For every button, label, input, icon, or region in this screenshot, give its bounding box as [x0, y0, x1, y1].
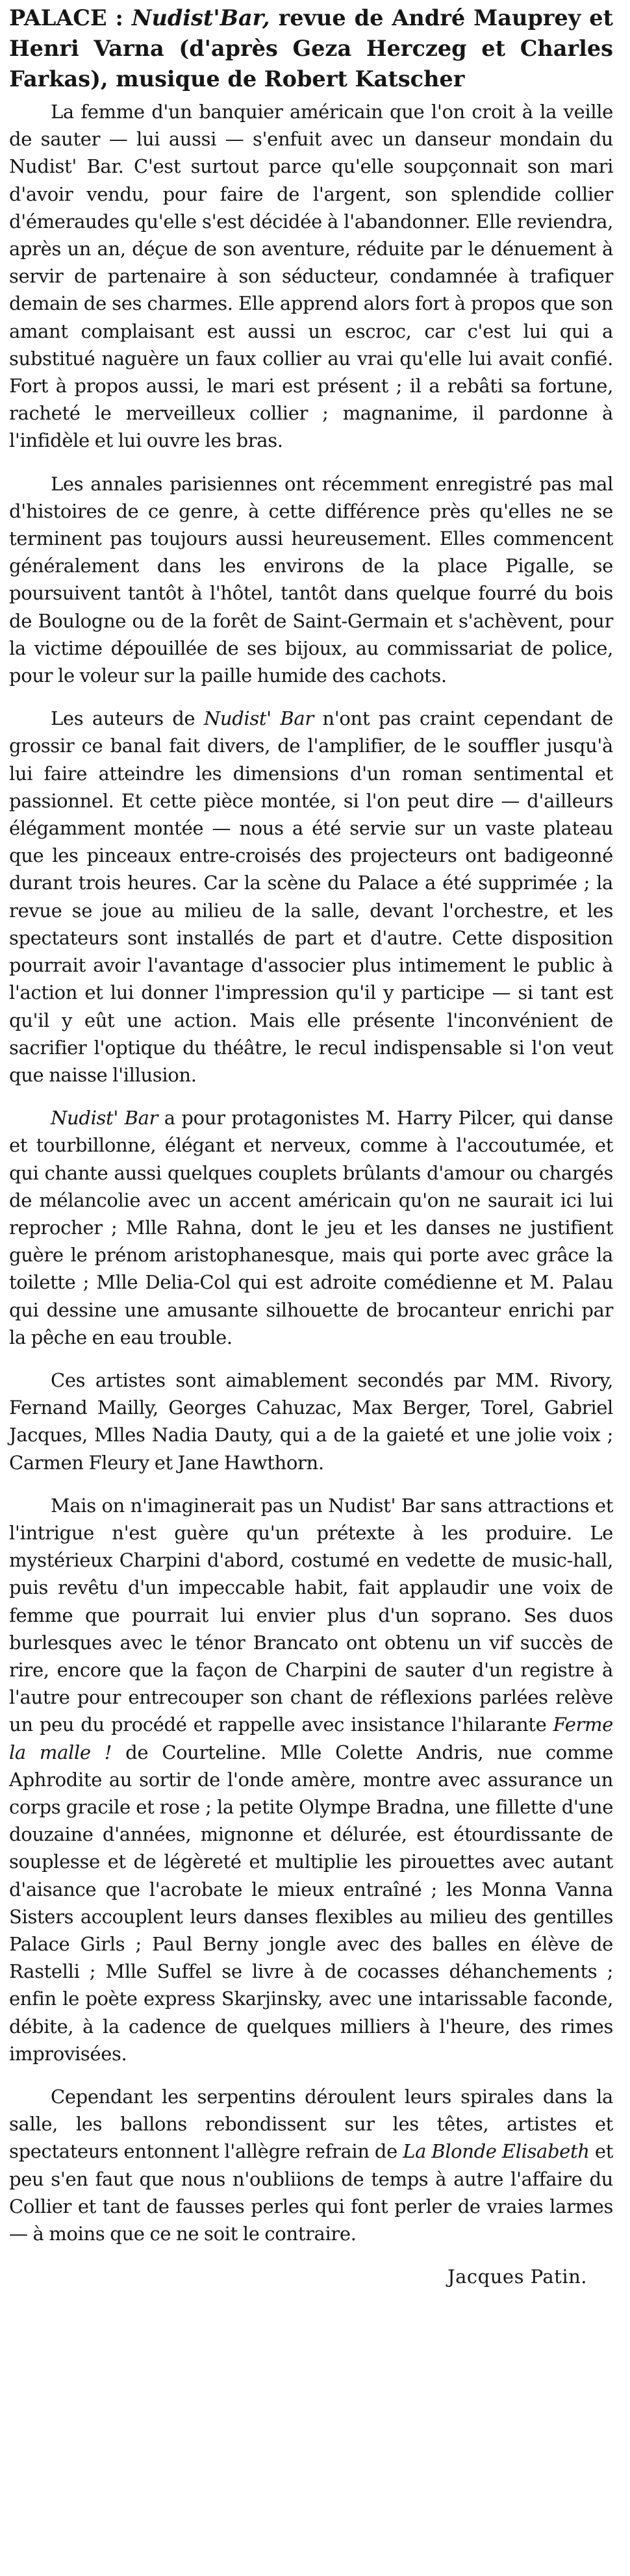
text-run: Cependant les serpentins déroulent leurs spirales dans la salle, les ballons rebondissent sur les têtes, artistes et spectateurs entonnent l'allègre refrain de [9, 2086, 613, 2163]
author-signature: Jacques Patin. [447, 2266, 587, 2288]
text-run: n'ont pas craint cependant de grossir ce banal fait divers, de l'amplifier, de le souffler jusqu'à lui faire atteindre les dimensions d'un roman sentimental et passionnel. Et cette pièce montée, si l'on peut dire — d'ailleurs élégamment montée — nous a été servie sur un vaste plateau que les pinceaux entre-croisés des projecteurs ont badigeonné durant trois heures. Car la scène du Palace a été supprimée ; la revue se joue au milieu de la salle, devant l'orchestre, et les spectateurs sont installés de part et d'autre. Cette disposition pourrait avoir l'avantage d'associer plus intimement le public à l'action et lui donner l'impression qu'il y participe — si tant est qu'il y eût une action. Mais elle présente l'inconvénient de sacrifier l'optique du théâtre, le recul indispensable si l'on veut que naisse l'illusion. [9, 707, 613, 1086]
text-run: Ces artistes sont aimablement secondés par MM. Rivory, Fernand Mailly, Georges Cahuzac, Max Berger, Torel, Gabriel Jacques, Mlles Nadia Dauty, qui a de la gaieté et une jolie voix ; Carmen Fleury et Jane Hawthorn. [9, 1369, 613, 1474]
text-run: a pour protagonistes M. Harry Pilcer, qui danse et tourbillonne, élégant et nerveux, comme à l'accoutumée, et qui chante aussi quelques couplets brûlants d'amour ou chargés de mélancolie avec un accent américain qu'on ne saurait ici lui reprocher ; Mlle Rahna, dont le jeu et les danses ne justifient guère le prénom aristophanesque, mais qui porte avec grâce la toilette ; Mlle Delia-Col qui est adroite comédienne et M. Palau qui dessine une amusante silhouette de brocanteur enrichi par la pêche en eau trouble. [9, 1107, 613, 1348]
text-run: La femme d'un banquier américain que l'on croit à la veille de sauter — lui aussi — s'enfuit avec un danseur mondain du Nudist' Bar. C'est surtout parce qu'elle soupçonnait son mari d'avoir vendu, pour faire de l'argent, son splendide collier d'émeraudes qu'elle s'est décidée à l'abandonner. Elle reviendra, après un an, déçue de son aventure, réduite par le dénuement à servir de partenaire à son séducteur, condamnée à trafiquer demain de ses charmes. Elle apprend alors fort à propos que son amant complaisant est aussi un escroc, car c'est lui qui a substitué naguère un faux collier au vrai qu'elle lui avait confié. Fort à propos aussi, le mari est présent ; il a rebâti sa fortune, racheté le merveilleux collier ; magnanime, il pardonne à l'infidèle et lui ouvre les bras. [9, 101, 613, 452]
show-credits: revue de André Mauprey et Henri Varna (d'après Geza Herczeg et Charles Farkas), musique de Robert Katscher [9, 5, 613, 92]
song-title-mention: La Blonde Elisabeth [403, 2140, 590, 2163]
text-run: de Courteline. Mlle Colette Andris, nue comme Aphrodite au sortir de l'onde amère, montre avec assurance un corps gracile et rose ; la petite Olympe Bradna, une fillette d'une douzaine d'années, mignonne et délurée, est étourdissante de souplesse et de légèreté et multiplie les pirouettes avec autant d'aisance que l'acrobate le mieux entraîné ; les Monna Vanna Sisters accouplent leurs danses flexibles au milieu des gentilles Palace Girls ; Paul Berny jongle avec des balles en élève de Rastelli ; Mlle Suffel se livre à de cocasses déhanchements ; enfin le poète express Skarjinsky, avec une intarissable faconde, débite, à la cadence de quelques milliers à l'heure, des rimes improvisées. [9, 1741, 613, 2065]
paragraph [9, 470, 613, 690]
text-run: et peu s'en faut que nous n'oubliions de temps à autre l'affaire du Collier et tant de fausses perles qui font perler de vraies larmes — à moins que ce ne soit le contraire. [9, 2140, 613, 2245]
paragraph [9, 705, 613, 1089]
paragraph [9, 98, 613, 455]
play-title-mention: Ferme la malle ! [9, 1713, 613, 1763]
article [9, 3, 613, 2290]
venue-name: PALACE : [9, 5, 123, 31]
paragraph [9, 1367, 613, 1476]
text-run: Mais on n'imaginerait pas un Nudist' Bar sans attractions et l'intrigue n'est guère qu'un prétexte à les produire. Le mystérieux Charpini d'abord, costumé en vedette de music-hall, puis revêtu d'un impeccable habit, fait applaudir une voix de femme que pourrait lui envier plus d'un soprano. Ses duos burlesques avec le ténor Brancato ont obtenu un vif succès de rire, encore que la façon de Charpini de sauter d'un registre à l'autre pour entrecouper son chant de réflexions parlées relève un peu du procédé et rappelle avec insistance l'hilarante [9, 1494, 613, 1736]
article-body [9, 98, 613, 2247]
article-header [9, 3, 613, 94]
text-run: Les annales parisiennes ont récemment enregistré pas mal d'histoires de ce genre, à cette différence près qu'elles ne se terminent pas toujours aussi heureusement. Elles commencent généralement dans les environs de la place Pigalle, se poursuivent tantôt à l'hôtel, tantôt dans quelque fourré du bois de Boulogne ou de la forêt de Saint-Germain et s'achèvent, pour la victime dépouillée de ses bijoux, au commissariat de police, pour le voleur sur la paille humide des cachots. [9, 472, 613, 687]
paragraph [9, 1104, 613, 1351]
paragraph [9, 2083, 613, 2247]
text-run: Les auteurs de [51, 707, 204, 730]
show-title-mention: Nudist' Bar [51, 1107, 158, 1130]
show-title-mention: Nudist' Bar [203, 707, 314, 730]
show-title: Nudist'Bar, [131, 5, 270, 31]
paragraph [9, 1492, 613, 2067]
